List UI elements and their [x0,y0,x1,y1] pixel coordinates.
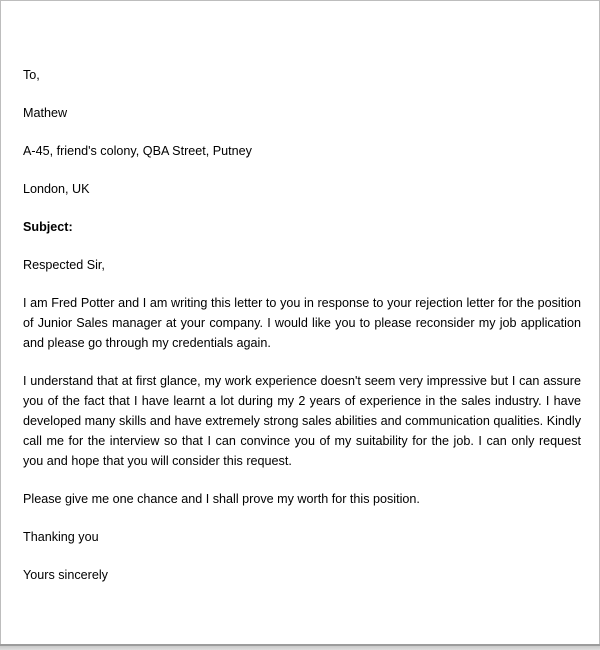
closing-signoff: Yours sincerely [23,568,108,582]
body-paragraph-1: I am Fred Potter and I am writing this letter to you in response to your rejection letter for the position of Junior Sales manager at your company. I would like you to please reconsider my job application and please go through my credentials again. [23,296,581,350]
body-paragraph-3: Please give me one chance and I shall prove my worth for this position. [23,492,420,506]
body-paragraph-2: I understand that at first glance, my work experience doesn't seem very impressive but I can assure you of the fact that I have learnt a lot during my 2 years of experience in the sales industry. I have developed many skills and have extremely strong sales abilities and communication qualities. Kindly call me for the interview so that I can convince you of my suitability for the job. I can only request you and hope that you will consider this request. [23,374,581,468]
recipient-address: A-45, friend's colony, QBA Street, Putney [23,144,252,158]
recipient-city: London, UK [23,182,90,196]
subject-label: Subject: [23,220,73,234]
salutation-to: To, [23,68,40,82]
greeting: Respected Sir, [23,258,105,272]
page-bottom-edge [0,644,600,650]
closing-thanks: Thanking you [23,530,99,544]
recipient-name: Mathew [23,106,68,120]
